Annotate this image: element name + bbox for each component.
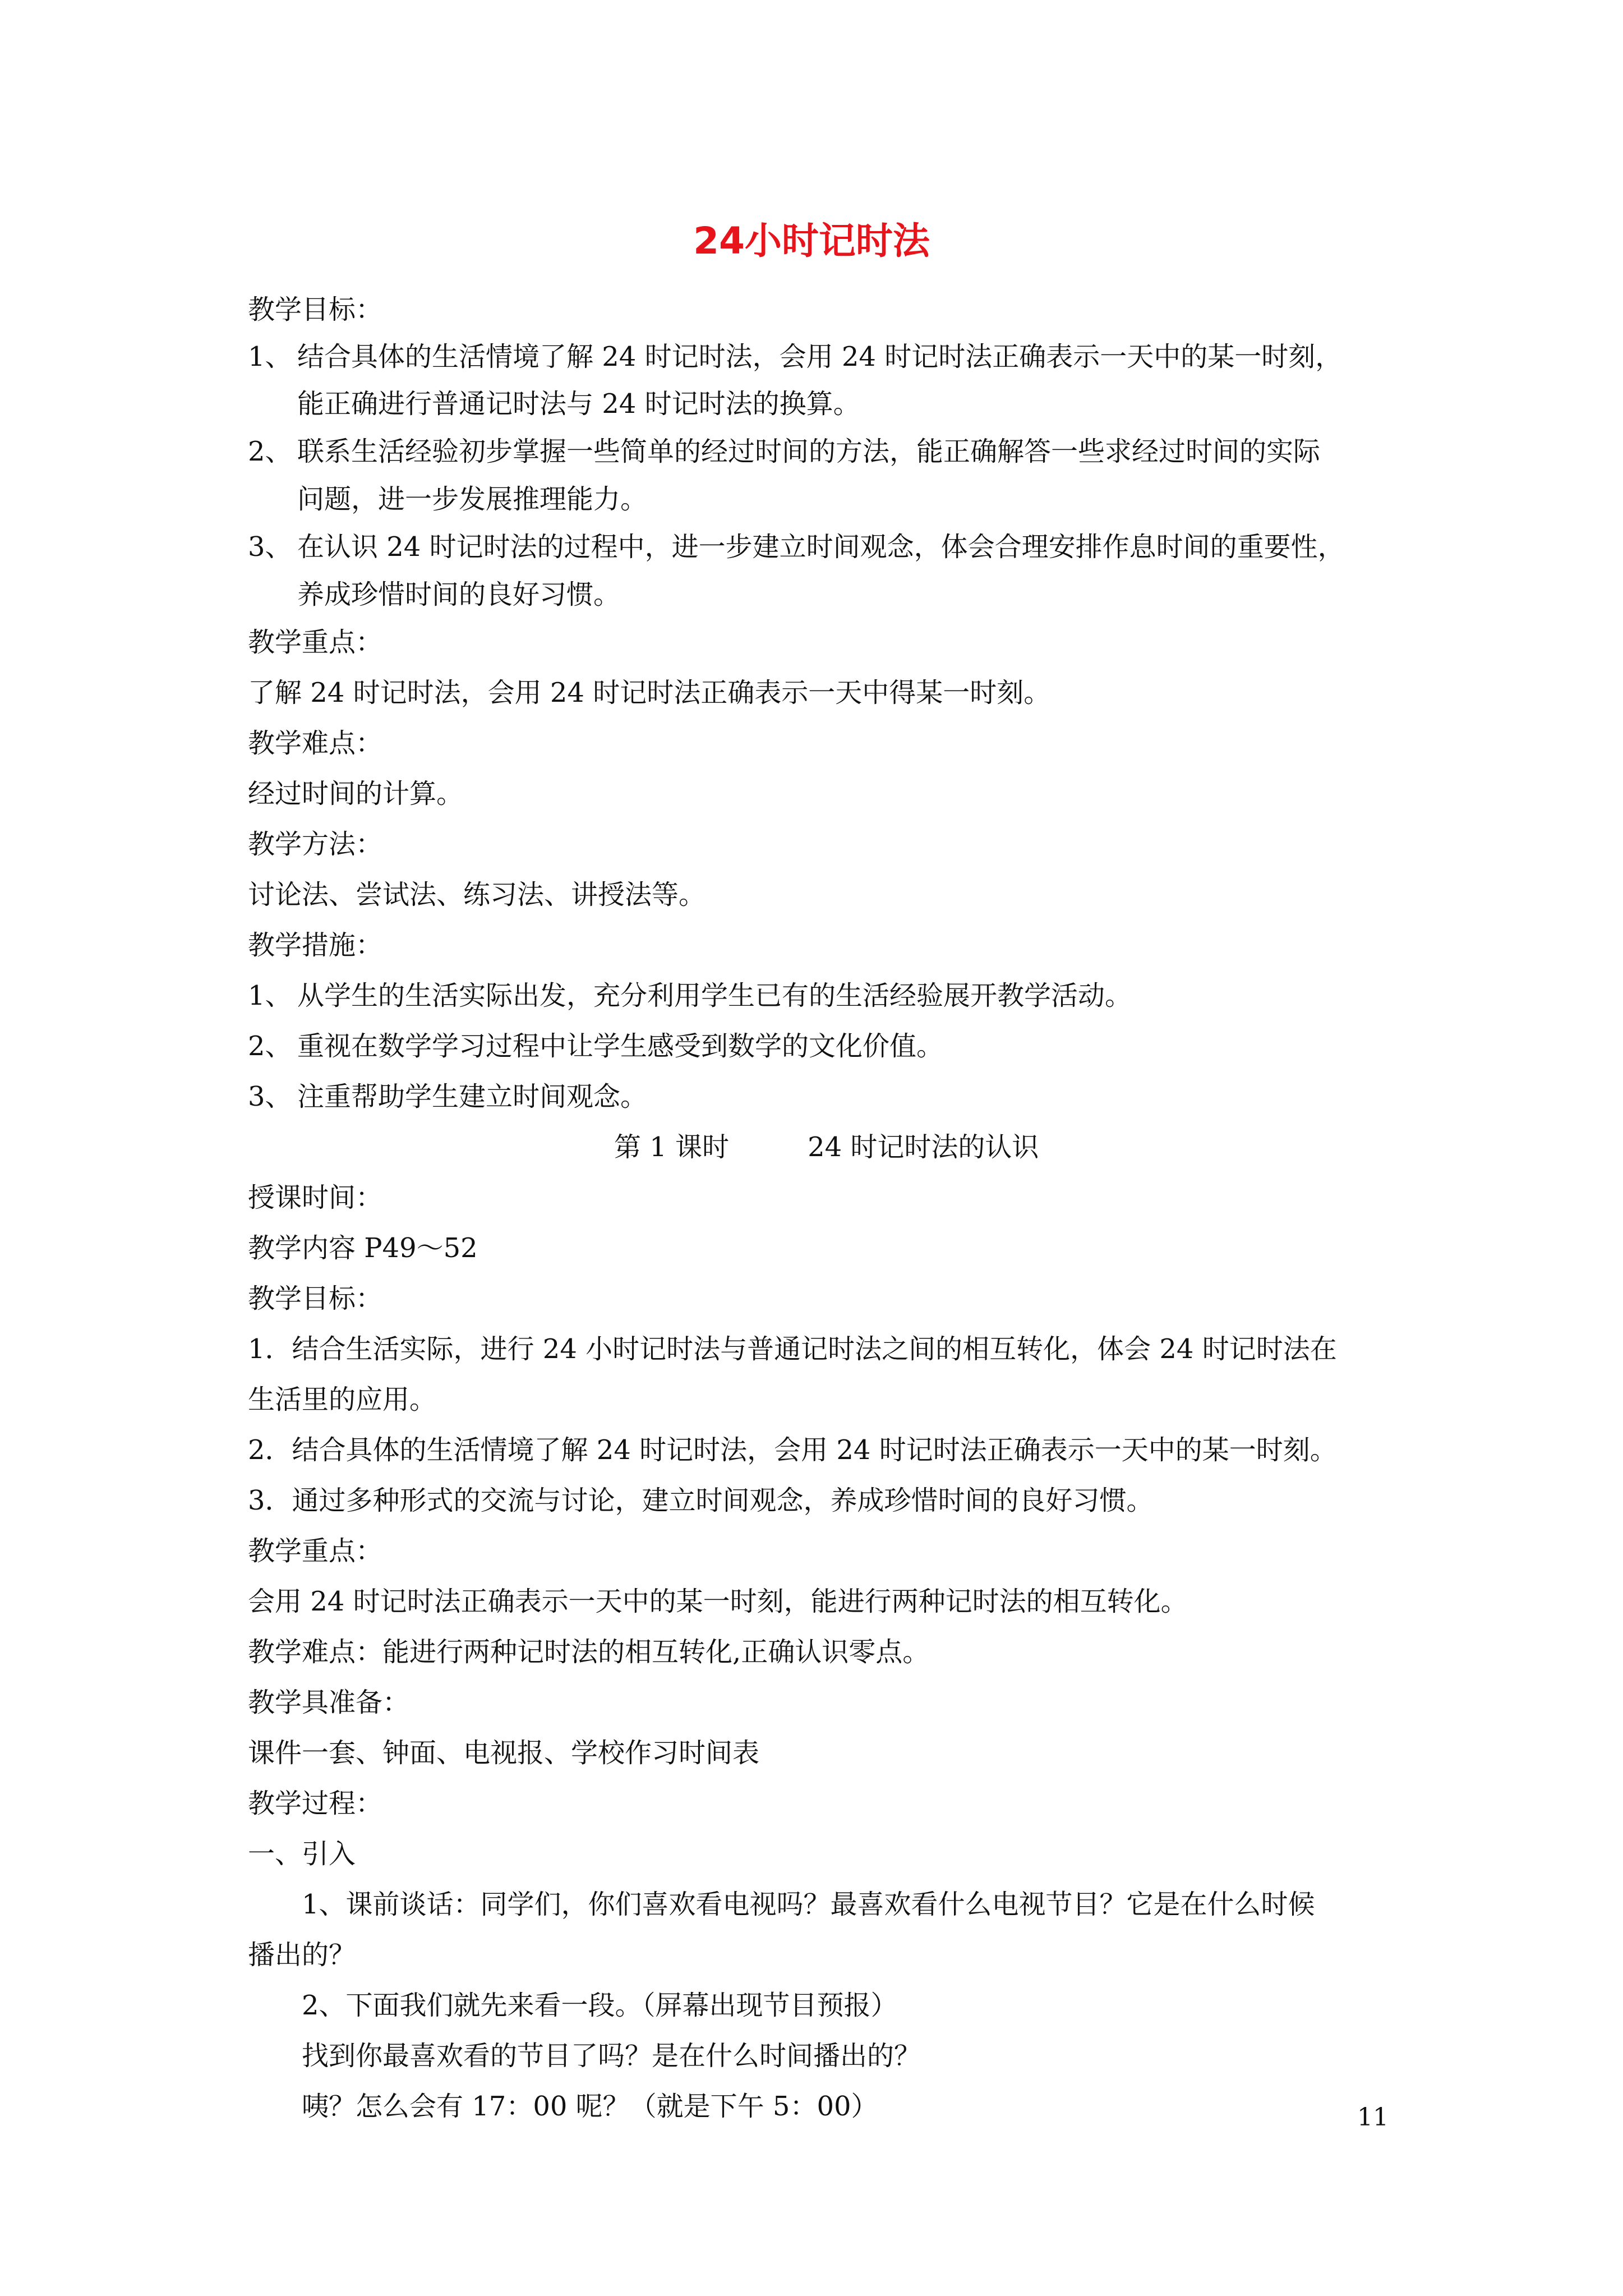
goal-text-continued: 养成珍惜时间的良好习惯。 [297,579,621,610]
content-text: 教学内容 P49～52 [248,1232,478,1264]
goal-text: 联系生活经验初步掌握一些简单的经过时间的方法，能正确解答一些求经过时间的实际 [297,436,1321,467]
lesson-difficulty: 教学难点：能进行两种记时法的相互转化,正确认识零点。 [248,1636,930,1668]
page-number: 11 [1357,2103,1389,2132]
key-heading: 教学重点： [248,627,383,658]
step2-question-2: 咦？怎么会有 17：00 呢？（就是下午 5：00） [302,2091,878,2122]
goal-number: 3、 [248,531,292,563]
goal-text-continued: 能正确进行普通记时法与 24 时记时法的换算。 [297,388,860,420]
measure-number: 3、 [248,1081,292,1112]
lesson-label: 第 1 课时 [614,1131,730,1163]
measures-heading: 教学措施： [248,930,383,961]
step2-text: 2、下面我们就先来看一段。（屏幕出现节目预报） [302,1990,898,2021]
goal-number: 2、 [248,436,292,467]
lesson-topic: 24 时记时法的认识 [808,1131,1039,1163]
lesson-goal-3: 3．通过多种形式的交流与讨论，建立时间观念，养成珍惜时间的良好习惯。 [248,1485,1154,1516]
difficulty-heading: 教学难点： [248,728,383,759]
lesson-goal-1-continued: 生活里的应用。 [248,1384,437,1415]
lesson-key-text: 会用 24 时记时法正确表示一天中的某一时刻，能进行两种记时法的相互转化。 [248,1586,1188,1617]
step1-text-continued: 播出的？ [248,1939,356,1971]
measure-number: 1、 [248,980,292,1011]
step1-text: 1、课前谈话：同学们，你们喜欢看电视吗？最喜欢看什么电视节目？它是在什么时候 [302,1889,1315,1920]
measure-text: 重视在数学学习过程中让学生感受到数学的文化价值。 [297,1030,944,1062]
goal-number: 1、 [248,341,292,372]
tools-heading: 教学具准备： [248,1687,410,1718]
lesson-subtitle [614,1129,1039,1165]
lesson-key-heading: 教学重点： [248,1535,383,1567]
measure-number: 2、 [248,1030,292,1062]
process-heading: 教学过程： [248,1788,383,1819]
goal-text: 在认识 24 时记时法的过程中，进一步建立时间观念，体会合理安排作息时间的重要性， [297,531,1345,563]
lesson-goals-heading: 教学目标： [248,1283,383,1314]
methods-heading: 教学方法： [248,829,383,860]
goals-heading: 教学目标： [248,294,383,325]
time-heading: 授课时间： [248,1182,383,1213]
measure-text: 从学生的生活实际出发，充分利用学生已有的生活经验展开教学活动。 [297,980,1132,1011]
step2-question-1: 找到你最喜欢看的节目了吗？是在什么时间播出的？ [302,2040,921,2072]
goal-text-continued: 问题，进一步发展推理能力。 [297,484,648,515]
measure-text: 注重帮助学生建立时间观念。 [297,1081,648,1112]
lesson-goal-1: 1．结合生活实际，进行 24 小时记时法与普通记时法之间的相互转化，体会 24 时记时法在 [248,1333,1337,1365]
goal-text: 结合具体的生活情境了解 24 时记时法，会用 24 时记时法正确表示一天中的某一时刻， [297,341,1343,372]
key-text: 了解 24 时记时法，会用 24 时记时法正确表示一天中得某一时刻。 [248,677,1051,708]
document-title: 24小时记时法 [693,219,930,263]
lesson-goal-2: 2．结合具体的生活情境了解 24 时记时法，会用 24 时记时法正确表示一天中的某一时刻。 [248,1434,1337,1466]
tools-text: 课件一套、钟面、电视报、学校作习时间表 [248,1737,760,1769]
methods-text: 讨论法、尝试法、练习法、讲授法等。 [248,879,706,910]
difficulty-text: 经过时间的计算。 [248,778,464,809]
part1-heading: 一、引入 [248,1838,356,1870]
